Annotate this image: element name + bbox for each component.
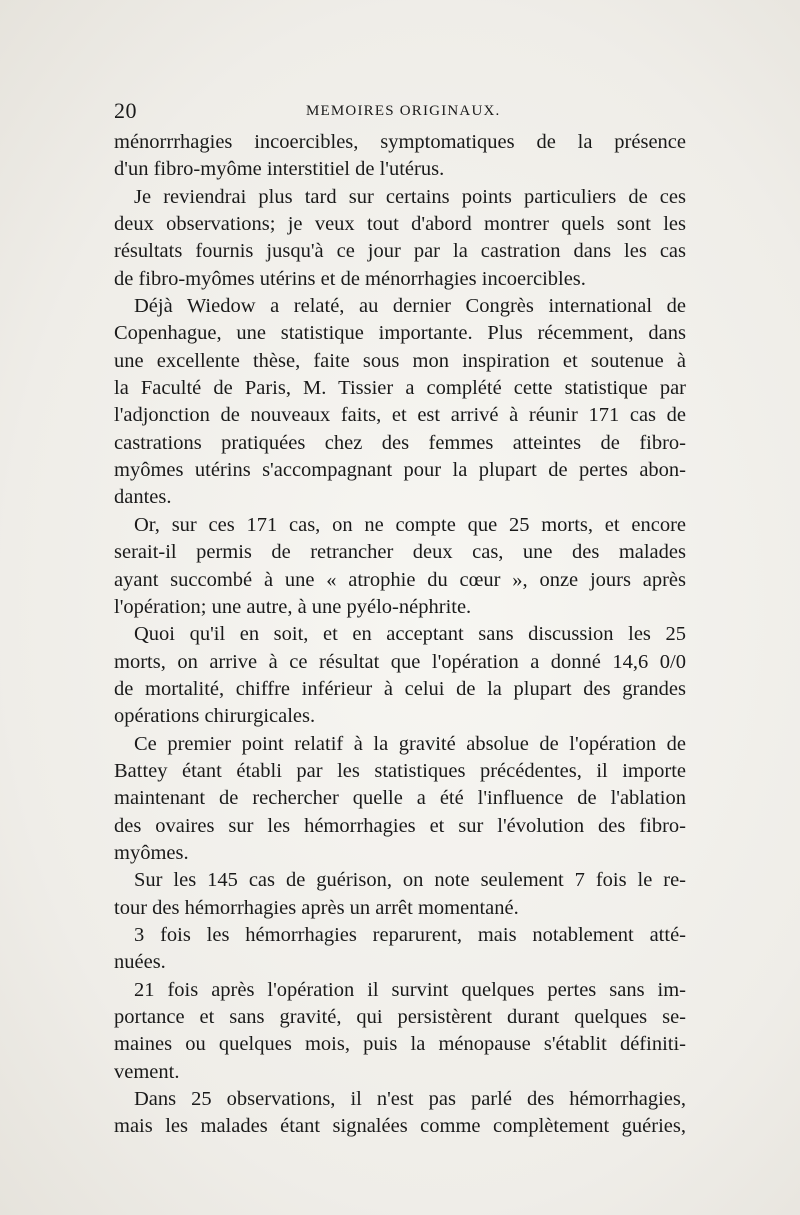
page-number: 20 <box>114 98 137 123</box>
body-text <box>114 129 686 1141</box>
text-line: de fibro-myômes utérins et de ménorrhagies incoercibles. <box>114 267 586 290</box>
text-line: Sur les 145 cas de guérison, on note seulement 7 fois le re- <box>134 869 686 892</box>
text-line: portance et sans gravité, qui persistèrent durant quelques se- <box>114 1006 686 1028</box>
text-line: mais les malades étant signalées comme complètement guéries, <box>114 1115 686 1138</box>
text-line: 3 fois les hémorrhagies reparurent, mais notablement atté- <box>134 923 686 946</box>
text-line: castrations pratiquées chez des femmes atteintes de fibro- <box>114 431 686 454</box>
text-line: opérations chirurgicales. <box>114 705 316 728</box>
text-line: Battey étant établi par les statistiques précédentes, il importe <box>114 759 686 782</box>
text-line: 21 fois après l'opération il survint quelques pertes sans im- <box>134 978 686 1001</box>
text-line: ménorrrhagies incoercibles, symptomatiques de la présence <box>114 131 686 153</box>
text-line: Or, sur ces 171 cas, on ne compte que 25 morts, et encore <box>134 513 686 536</box>
text-line: myômes utérins s'accompagnant pour la plupart de pertes abon- <box>114 459 686 482</box>
text-line: serait-il permis de retrancher deux cas, une des malades <box>114 541 686 564</box>
text-line: vement. <box>114 1060 180 1083</box>
text-line: Ce premier point relatif à la gravité absolue de l'opération de <box>134 732 686 755</box>
text-line: l'adjonction de nouveaux faits, et est arrivé à réunir 171 cas de <box>114 404 686 427</box>
running-title: MEMOIRES ORIGINAUX. <box>306 103 501 119</box>
text-line: tour des hémorrhagies après un arrêt momentané. <box>114 896 519 919</box>
text-line: Copenhague, une statistique importante. Plus récemment, dans <box>114 322 686 345</box>
text-line: Je reviendrai plus tard sur certains points particuliers de ces <box>134 185 686 208</box>
text-line: Quoi qu'il en soit, et en acceptant sans discussion les 25 <box>134 623 686 646</box>
text-line: myômes. <box>114 841 189 864</box>
text-line: Dans 25 observations, il n'est pas parlé des hémorrhagies, <box>134 1088 686 1111</box>
text-line: ayant succombé à une « atrophie du cœur », onze jours après <box>114 568 686 591</box>
text-line: l'opération; une autre, à une pyélo-néphrite. <box>114 595 472 618</box>
text-line: Déjà Wiedow a relaté, au dernier Congrès international de <box>134 295 686 318</box>
text-line: la Faculté de Paris, M. Tissier a complété cette statistique par <box>114 377 686 400</box>
text-line: deux observations; je veux tout d'abord montrer quels sont les <box>114 213 686 236</box>
text-line: une excellente thèse, faite sous mon inspiration et soutenue à <box>114 349 686 372</box>
text-line: de mortalité, chiffre inférieur à celui de la plupart des grandes <box>114 677 686 700</box>
text-line: morts, on arrive à ce résultat que l'opération a donné 14,6 0/0 <box>114 650 686 673</box>
text-line: des ovaires sur les hémorrhagies et sur l'évolution des fibro- <box>114 814 686 837</box>
text-line: maines ou quelques mois, puis la ménopause s'établit définiti- <box>114 1033 686 1056</box>
text-line: nuées. <box>114 951 166 974</box>
text-line: maintenant de rechercher quelle a été l'influence de l'ablation <box>114 787 686 810</box>
text-line: résultats fournis jusqu'à ce jour par la castration dans les cas <box>114 240 686 263</box>
running-head <box>114 98 686 126</box>
text-line: d'un fibro-myôme interstitiel de l'utérus. <box>114 158 445 181</box>
text-line: dantes. <box>114 486 172 509</box>
